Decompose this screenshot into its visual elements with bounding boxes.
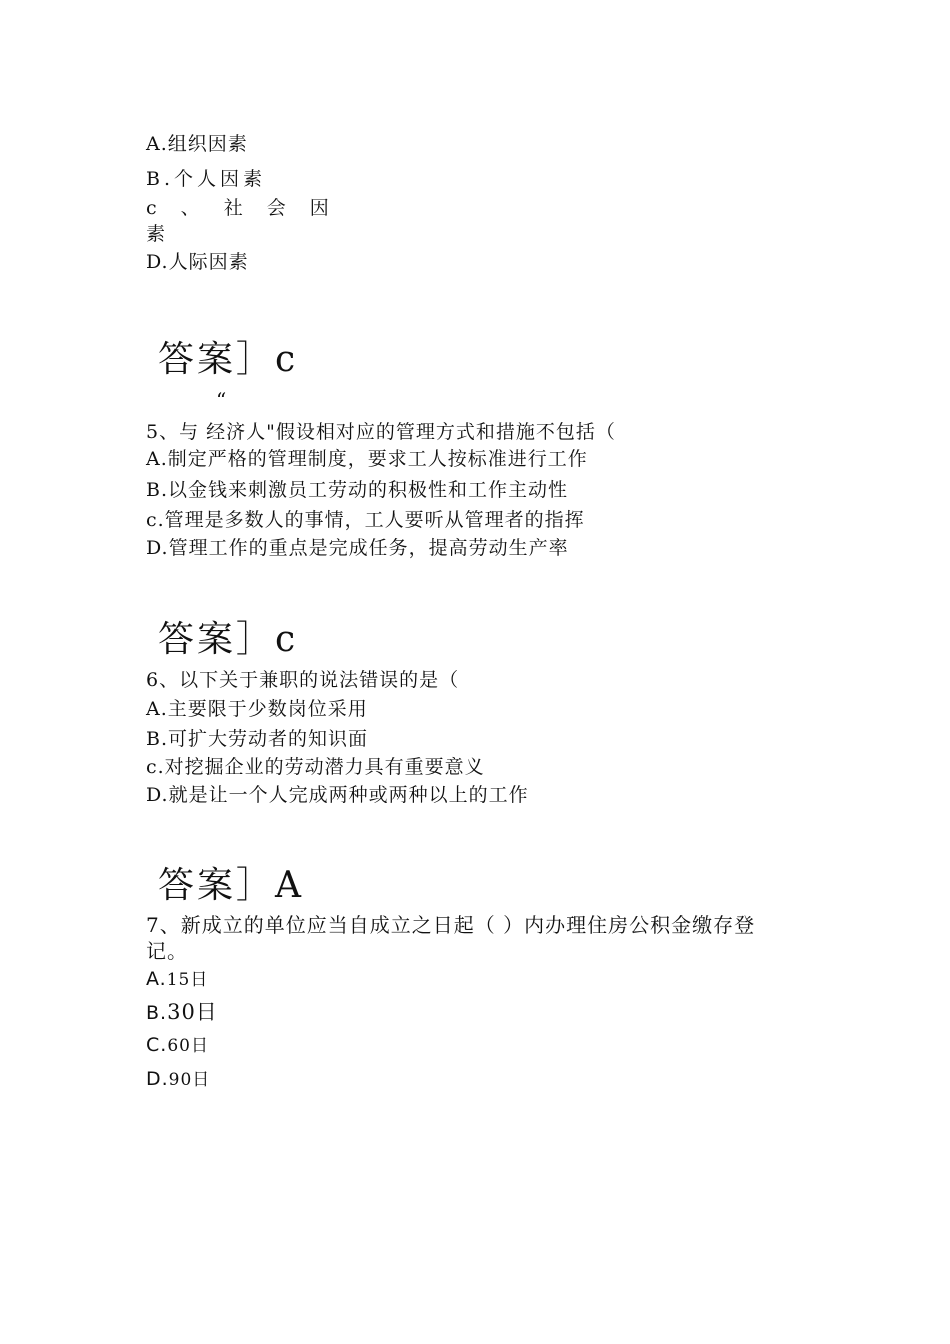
- q4-option-c-line1: c 、 社 会 因: [146, 197, 338, 219]
- q7-option-a-text: 15日: [166, 970, 209, 990]
- q4-option-d: D.人际因素: [146, 251, 249, 273]
- q7-question-line1: 7、新成立的单位应当自成立之日起（ ）内办理住房公积金缴存登: [146, 913, 756, 937]
- q5-option-c: c.管理是多数人的事情，工人要听从管理者的指挥: [146, 509, 585, 531]
- q7-option-b: [146, 1000, 218, 1025]
- q4-option-a: A.组织因素: [146, 133, 248, 155]
- q7-option-c: [146, 1033, 209, 1058]
- q4-option-c-line2: 素: [146, 223, 167, 245]
- q6-option-c: c.对挖掘企业的劳动潜力具有重要意义: [146, 756, 485, 778]
- q7-option-c-text: 60日: [167, 1036, 209, 1056]
- q7-option-a: [146, 967, 208, 992]
- q4-answer: 答案］c: [158, 339, 299, 380]
- q6-question: 6、以下关于兼职的说法错误的是（: [146, 669, 460, 691]
- q5-option-a: A.制定严格的管理制度，要求工人按标准进行工作: [146, 448, 588, 470]
- q4-option-b: B.个人因素: [146, 168, 267, 190]
- q7-option-b-letter: B.: [146, 1002, 168, 1024]
- q5-option-b: B.以金钱来刺激员工劳动的积极性和工作主动性: [146, 479, 569, 501]
- quote-mark: “: [216, 388, 227, 412]
- q7-option-b-text: 30日: [167, 1000, 218, 1024]
- q7-option-d-text: 90日: [168, 1070, 211, 1090]
- q5-option-d: D.管理工作的重点是完成任务，提高劳动生产率: [146, 537, 569, 559]
- q6-option-d: D.就是让一个人完成两种或两种以上的工作: [146, 784, 529, 806]
- q6-answer: 答案］A: [158, 865, 304, 906]
- q7-option-a-letter: A.: [146, 968, 167, 990]
- q6-option-a: A.主要限于少数岗位采用: [146, 698, 368, 720]
- q7-option-d-letter: D.: [146, 1068, 169, 1090]
- q6-option-b: B.可扩大劳动者的知识面: [146, 728, 369, 750]
- q5-question: 5、与 经济人"假设相对应的管理方式和措施不包括（: [146, 421, 616, 443]
- q7-option-d: [146, 1067, 210, 1092]
- q5-answer: 答案］c: [158, 619, 299, 660]
- q7-question-line2: 记。: [146, 939, 188, 963]
- q7-option-c-letter: C.: [146, 1034, 168, 1056]
